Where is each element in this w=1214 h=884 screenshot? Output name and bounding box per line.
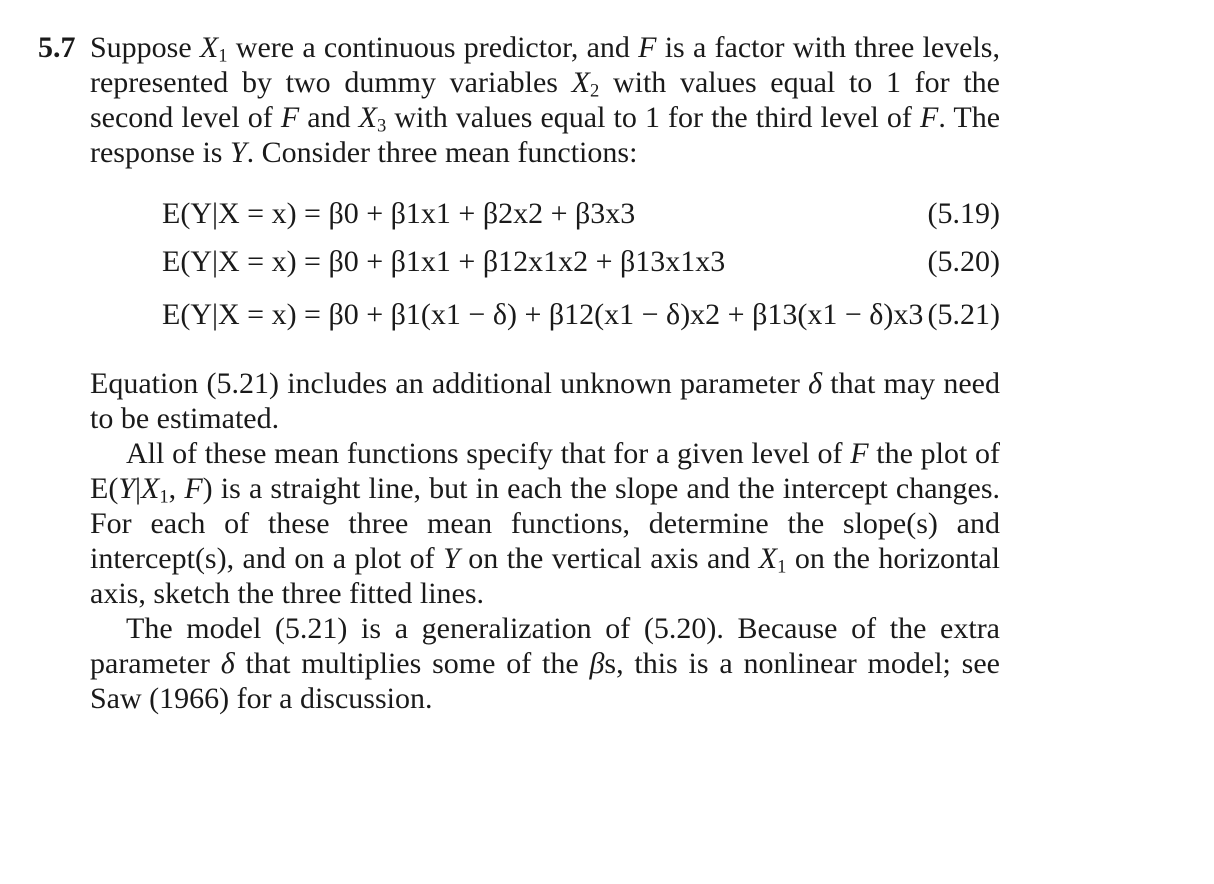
paragraph-1: Equation (5.21) includes an additional unknown parameter δ that may need to be estimated. bbox=[90, 367, 1000, 435]
equation-number: (5.21) bbox=[927, 298, 1000, 331]
equation-lhs: E(Y|X = x) = bbox=[162, 245, 329, 278]
problem-number: 5.7 bbox=[38, 31, 76, 64]
equation-list bbox=[162, 190, 1000, 344]
equation-lhs: E(Y|X = x) = bbox=[162, 197, 329, 230]
equation-rhs: β0 + β1x1 + β12x1x2 + β13x1x3 bbox=[328, 245, 726, 278]
equation-5-20 bbox=[162, 238, 1000, 286]
equation-number: (5.20) bbox=[927, 245, 1000, 278]
equation-rhs: β0 + β1(x1 − δ) + β12(x1 − δ)x2 + β13(x1 − δ)x3 bbox=[328, 298, 924, 331]
equation-rhs: β0 + β1x1 + β2x2 + β3x3 bbox=[328, 197, 636, 230]
equation-number: (5.19) bbox=[927, 197, 1000, 230]
paragraph-3: The model (5.21) is a generalization of (5.20). Because of the extra parameter δ that multiplies some of the βs, this is a nonlinear model; see Saw (1966) for a discussion. bbox=[90, 612, 1000, 715]
equation-5-19 bbox=[162, 190, 1000, 238]
problem-statement: 5.7 Suppose $X_1$ were a continuous predictor, and F is a factor with three levels, represented by two dummy variables $X_2$ with values equal to 1 for the second level of F and $X_3$ with values equal to 1 for the third level of F. The response is Y. Consider three mean functions: bbox=[38, 31, 1001, 169]
equation-lhs: E(Y|X = x) = bbox=[162, 298, 329, 331]
paragraph-2: All of these mean functions specify that for a given level of F the plot of $E(Y|X_1$, F) is a straight line, but in each the slope and the intercept changes. For each of these three mean functions, determine the slope(s) and intercept(s), and on a plot of Y on the vertical axis and $X_1$ on the horizontal axis, sketch the three fitted lines. bbox=[90, 437, 1001, 610]
equation-5-21 bbox=[162, 286, 1000, 344]
textbook-page bbox=[38, 30, 1000, 716]
discussion-text bbox=[90, 366, 1000, 716]
